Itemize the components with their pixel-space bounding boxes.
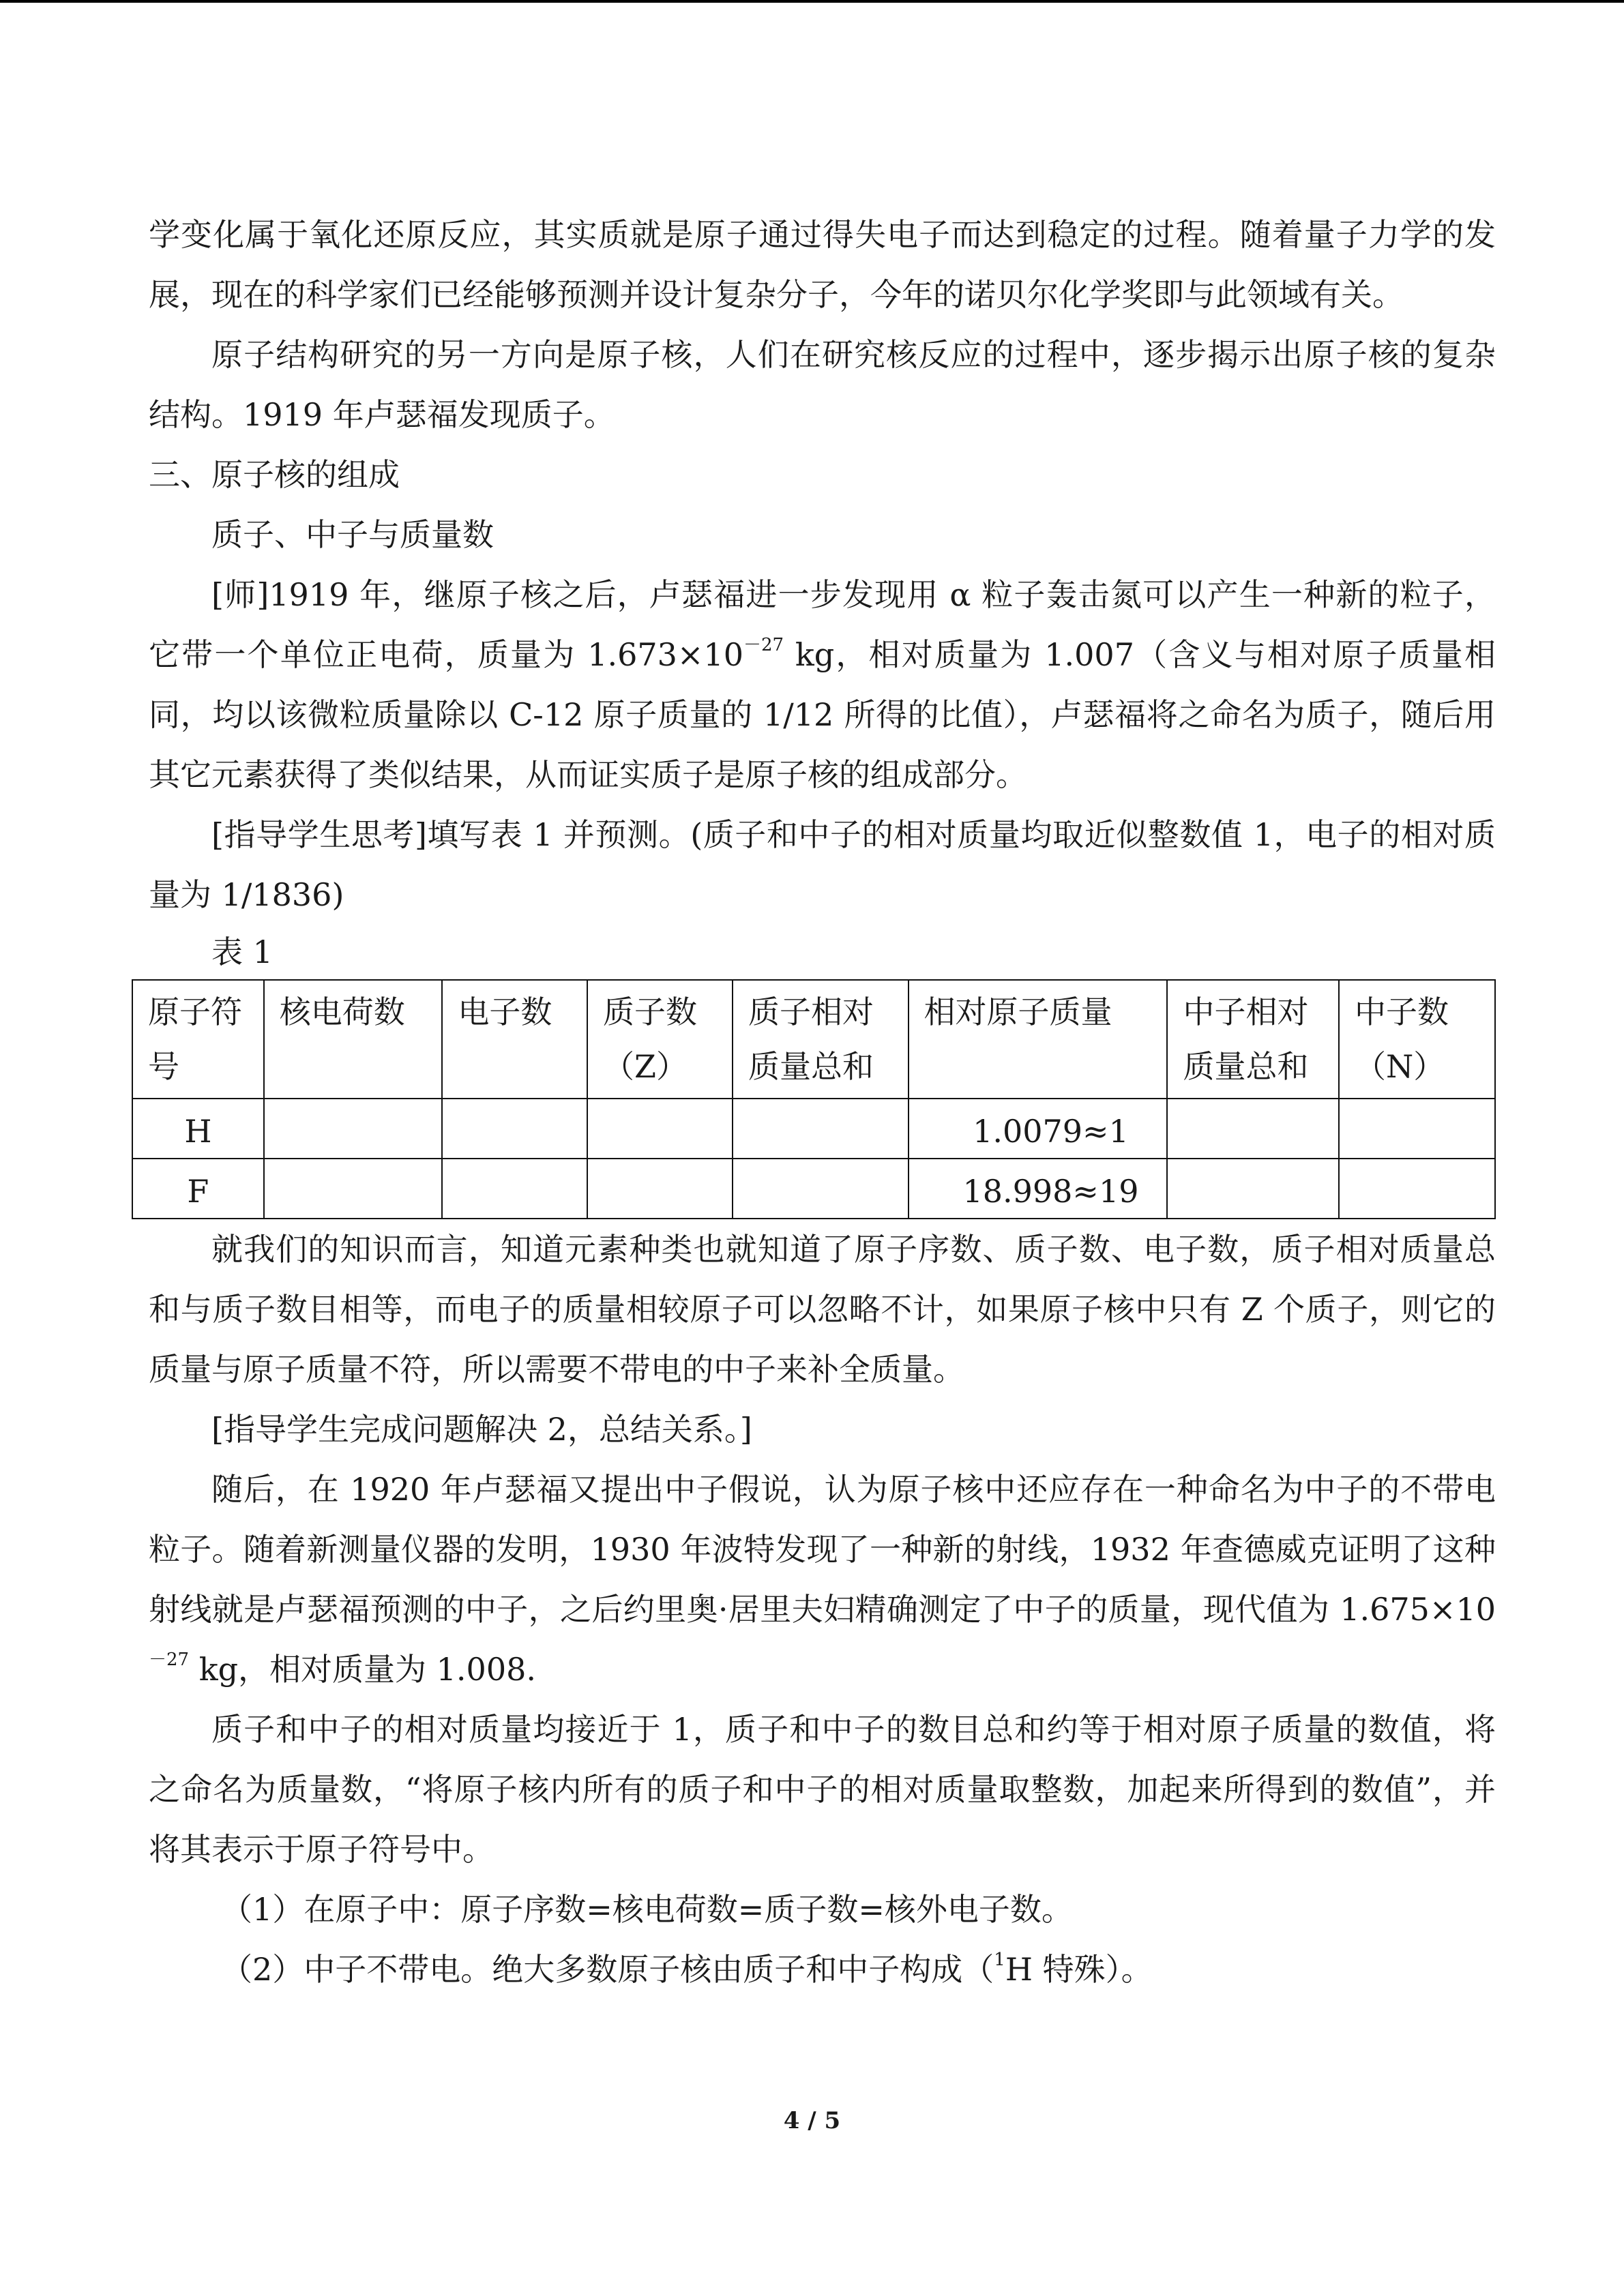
cell-electrons [442,1099,587,1159]
neutron-text-b: kg，相对质量为 1.008. [189,1651,536,1688]
neutron-mass-exponent: －27 [149,1650,190,1670]
paragraph-oxidation-reduction: 学变化属于氧化还原反应，其实质就是原子通过得失电子而达到稳定的过程。随着量子力学的发展，现在的科学家们已经能够预测并设计复杂分子，今年的诺贝尔化学奖即与此领域有关。 [149,216,1496,313]
list-item-neutron-charge [149,1939,1496,1999]
cell-symbol: H [132,1099,264,1159]
header-symbol: 原子符号 [132,980,264,1099]
document-body [149,205,1496,1999]
paragraph-element-knowledge: 就我们的知识而言，知道元素种类也就知道了原子序数、质子数、电子数，质子相对质量总和与质子数目相等，而电子的质量相较原子可以忽略不计，如果原子核中只有 Z 个质子，则它的质量与原子质量不符，所以需要不带电的中子来补全质量。 [149,1231,1496,1388]
section-heading-nucleus-composition: 三、原子核的组成 [149,456,400,493]
cell-nuclear-charge [264,1099,443,1159]
proton-text-b: kg，相对质量为 1.007（含义与相对原子质量相同，均以该微粒质量除以 C-12 原子质量的 1/12 所得的比值），卢瑟福将之命名为质子，随后用其它元素获得了类似结果，从而证实质子是原子核的组成部分。 [149,636,1496,793]
header-electrons: 电子数 [442,980,587,1099]
top-border-line [0,0,1624,3]
cell-proton-mass-total [733,1159,909,1219]
cell-neutrons [1339,1159,1495,1219]
table-row [132,1099,1495,1159]
cell-relative-atomic-mass: 1.0079≈1 [909,1099,1168,1159]
paragraph-atomic-nucleus: 原子结构研究的另一方向是原子核，人们在研究核反应的过程中，逐步揭示出原子核的复杂结构。1919 年卢瑟福发现质子。 [149,336,1496,433]
cell-neutron-mass-total [1167,1099,1339,1159]
cell-nuclear-charge [264,1159,443,1219]
cell-protons [587,1099,733,1159]
paragraph-proton-discovery [149,565,1496,805]
item2-text-b: H 特殊）。 [1005,1951,1153,1988]
proton-text-a: [师]1919 年，继原子核之后，卢瑟福进一步发现用 α 粒子轰击氮可以产生一种新的粒子，它带一个单位正电荷，质量为 1.673×10 [149,576,1496,673]
table-header-row [132,980,1495,1099]
item2-text-a: （2）中子不带电。绝大多数原子核由质子和中子构成（ [221,1951,994,1988]
header-neutron-mass-total: 中子相对质量总和 [1167,980,1339,1099]
header-proton-mass-total: 质子相对质量总和 [733,980,909,1099]
atom-data-table [132,979,1496,1219]
cell-symbol: F [132,1159,264,1219]
hydrogen-mass-superscript: 1 [994,1950,1005,1970]
page-number: 4 / 5 [783,2107,841,2134]
proton-mass-exponent: －27 [743,635,784,655]
cell-relative-atomic-mass: 18.998≈19 [909,1159,1168,1219]
cell-neutrons [1339,1099,1495,1159]
header-nuclear-charge: 核电荷数 [264,980,443,1099]
subheading-proton-neutron-mass-number: 质子、中子与质量数 [211,516,494,553]
cell-protons [587,1159,733,1219]
paragraph-guide-thinking: [指导学生思考]填写表 1 并预测。(质子和中子的相对质量均取近似整数值 1，电子的相对质量为 1/1836) [149,816,1496,913]
list-item-atomic-number: （1）在原子中：原子序数=核电荷数=质子数=核外电子数。 [221,1891,1073,1928]
paragraph-mass-number: 质子和中子的相对质量均接近于 1，质子和中子的数目总和约等于相对原子质量的数值，将之命名为质量数，“将原子核内所有的质子和中子的相对质量取整数，加起来所得到的数值”，并将其表示于原子符号中。 [149,1711,1496,1868]
cell-neutron-mass-total [1167,1159,1339,1219]
paragraph-guide-problem: [指导学生完成问题解决 2，总结关系。] [211,1411,752,1448]
neutron-text-a: 随后，在 1920 年卢瑟福又提出中子假说，认为原子核中还应存在一种命名为中子的不带电粒子。随着新测量仪器的发明，1930 年波特发现了一种新的射线，1932 年查德威克证明了这种射线就是卢瑟福预测的中子，之后约里奥·居里夫妇精确测定了中子的质量，现代值为 1.675×10 [149,1471,1496,1628]
header-relative-atomic-mass: 相对原子质量 [909,980,1168,1099]
paragraph-neutron-discovery [149,1459,1496,1699]
cell-electrons [442,1159,587,1219]
table-row [132,1159,1495,1219]
cell-proton-mass-total [733,1099,909,1159]
table-caption: 表 1 [211,934,273,970]
header-neutrons: 中子数（N） [1339,980,1495,1099]
header-protons: 质子数（Z） [587,980,733,1099]
